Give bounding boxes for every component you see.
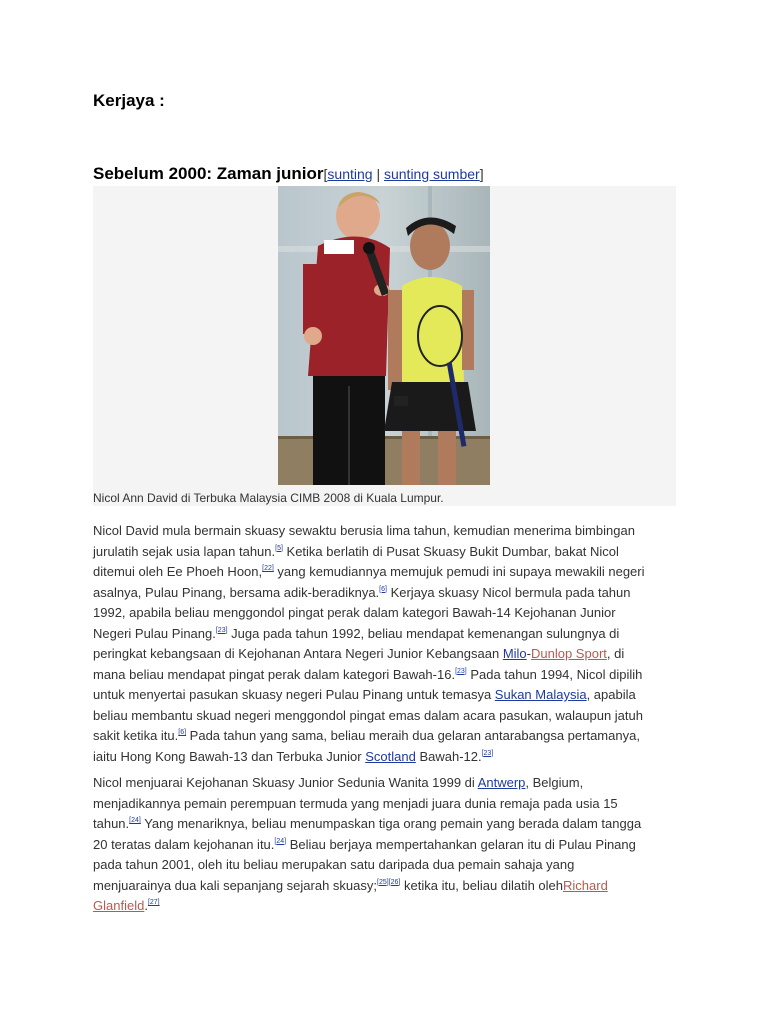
text-run: menjuarainya dua kali sepanjang sejarah skuasy; — [93, 877, 378, 893]
squash-photo[interactable] — [278, 186, 490, 485]
citation-ref — [482, 750, 494, 757]
citation-link[interactable]: [27] — [147, 899, 160, 906]
citation-ref — [148, 899, 160, 906]
link-scotland[interactable]: Scotland — [365, 748, 416, 764]
paragraph-2 — [93, 773, 683, 917]
text-run: pada tahun 2001, oleh itu beliau merupakan satu daripada dua pemain sahaja yang — [93, 857, 575, 872]
citation-link[interactable]: [6] — [178, 729, 187, 736]
text-line — [93, 773, 683, 794]
text-line — [93, 562, 683, 583]
edit-source-link[interactable]: sunting sumber — [383, 166, 480, 182]
paragraph-1 — [93, 521, 683, 767]
text-run: - — [526, 646, 531, 661]
text-run: , Belgium, — [525, 775, 584, 790]
text-line — [93, 814, 683, 835]
citation-link[interactable]: [23] — [455, 667, 467, 675]
citation-link[interactable]: [5] — [275, 544, 283, 552]
link-richard-glanfield-cont[interactable]: Glanfield — [93, 898, 145, 913]
text-run: Pada tahun yang sama, beliau meraih dua gelaran antarabangsa pertamanya, — [186, 728, 640, 743]
text-line — [93, 896, 683, 917]
citation-link[interactable]: [23] — [481, 749, 494, 757]
bracket-close: ] — [479, 166, 484, 182]
text-run: Pada tahun 1994, Nicol dipilih — [466, 666, 643, 682]
figure-caption: Nicol Ann David di Terbuka Malaysia CIMB 2008 di Kuala Lumpur. — [93, 491, 444, 505]
citation-ref — [178, 729, 186, 736]
text-line — [93, 835, 683, 856]
text-run: 20 teratas dalam kejohanan itu. — [93, 836, 275, 852]
text-line — [93, 876, 683, 897]
citation-link[interactable]: [25] — [377, 878, 389, 886]
citation-link[interactable]: [6] — [379, 585, 387, 593]
citation-link[interactable]: [24] — [129, 817, 141, 824]
text-run: Kerjaya skuasy Nicol bermula pada tahun — [386, 584, 631, 600]
text-line — [93, 644, 683, 665]
text-run: untuk menyertai pasukan skuasy negeri Pulau Pinang untuk temasya — [93, 687, 495, 702]
heading-career: Kerjaya : — [93, 91, 165, 110]
text-run: Nicol David mula bermain skuasy sewaktu berusia lima tahun, kemudian menerima bimbingan — [93, 523, 635, 538]
text-run: peringkat kebangsaan di Kejohanan Antara Negeri Junior Kebangsaan — [93, 646, 503, 661]
text-run: Beliau berjaya mempertahankan gelaran itu di Pulau Pinang — [286, 836, 636, 852]
citation-ref — [216, 627, 228, 634]
text-run: Ketika berlatih di Pusat Skuasy Bukit Dumbar, bakat Nicol — [282, 543, 619, 559]
text-line — [93, 542, 683, 563]
citation-ref — [275, 545, 283, 552]
text-line — [93, 685, 683, 706]
citation-ref — [262, 565, 274, 572]
text-run: Yang menariknya, beliau menumpaskan tiga orang pemain yang berada dalam tangga — [140, 816, 642, 831]
edit-link[interactable]: sunting — [327, 166, 373, 182]
text-run: yang kemudiannya memujuk pemudi ini supaya mewakili negeri — [273, 564, 645, 579]
citation-link[interactable]: [23] — [215, 626, 228, 634]
link-sukan-malaysia[interactable]: Sukan Malaysia — [494, 687, 587, 702]
citation-link[interactable]: [22] — [262, 565, 274, 572]
text-run: Nicol menjuarai Kejohanan Skuasy Junior Sedunia Wanita 1999 di — [93, 775, 478, 790]
text-line — [93, 583, 683, 604]
bracket-open: [ — [323, 166, 328, 182]
citation-ref — [377, 879, 400, 886]
text-run: ditemui oleh Ee Phoeh Hoon, — [93, 564, 263, 579]
link-dunlop-sport[interactable]: Dunlop Sport — [531, 646, 607, 661]
text-run: ketika itu, beliau dilatih oleh — [400, 877, 563, 893]
section-title: Sebelum 2000: Zaman junior — [93, 164, 324, 183]
text-run: 1992, apabila beliau menggondol pingat perak dalam kategori Bawah-14 Kejohanan Junior — [93, 605, 616, 620]
text-line — [93, 521, 683, 542]
link-richard-glanfield[interactable]: Richard — [563, 877, 608, 893]
text-run: iaitu Hong Kong Bawah-13 dan Terbuka Junior — [93, 748, 366, 764]
citation-ref — [455, 668, 467, 675]
text-run: sakit ketika itu. — [93, 728, 179, 743]
section-heading — [93, 164, 484, 184]
link-antwerp[interactable]: Antwerp — [477, 775, 526, 790]
text-line — [93, 603, 683, 624]
text-run: , di — [606, 646, 625, 661]
text-line — [93, 794, 683, 815]
edit-separator: | — [372, 166, 384, 182]
text-run: beliau membantu skuad negeri menggondol pingat emas dalam acara pasukan, walaupun jatuh — [93, 707, 643, 723]
photo-illustration — [278, 186, 490, 485]
text-line — [93, 855, 683, 876]
text-run: , apabila — [586, 687, 636, 702]
text-run: . — [144, 898, 148, 913]
text-line — [93, 747, 683, 768]
text-line — [93, 624, 683, 645]
link-milo[interactable]: Milo — [502, 646, 527, 661]
text-run: Negeri Pulau Pinang. — [93, 625, 216, 641]
text-line — [93, 706, 683, 727]
text-run: menjadikannya pemain perempuan termuda yang menjadi juara dunia remaja pada usia 15 — [93, 795, 618, 811]
text-run: Juga pada tahun 1992, beliau mendapat kemenangan sulungnya di — [227, 625, 620, 641]
text-run: mana beliau mendapat pingat perak dalam kategori Bawah-16. — [93, 666, 456, 682]
figure — [93, 186, 676, 506]
text-run: asalnya, Pulau Pinang, bersama adik-beradiknya. — [93, 584, 380, 600]
citation-link[interactable]: [24] — [274, 837, 287, 845]
text-line — [93, 665, 683, 686]
text-run: tahun. — [93, 816, 130, 831]
citation-link[interactable]: [26] — [388, 878, 401, 886]
text-run: jurulatih sejak usia lapan tahun. — [93, 543, 276, 559]
text-run: Bawah-12. — [415, 748, 482, 764]
citation-ref — [274, 838, 286, 845]
citation-ref — [129, 817, 141, 824]
citation-ref — [379, 586, 387, 593]
edit-links — [324, 166, 484, 182]
text-line — [93, 726, 683, 747]
